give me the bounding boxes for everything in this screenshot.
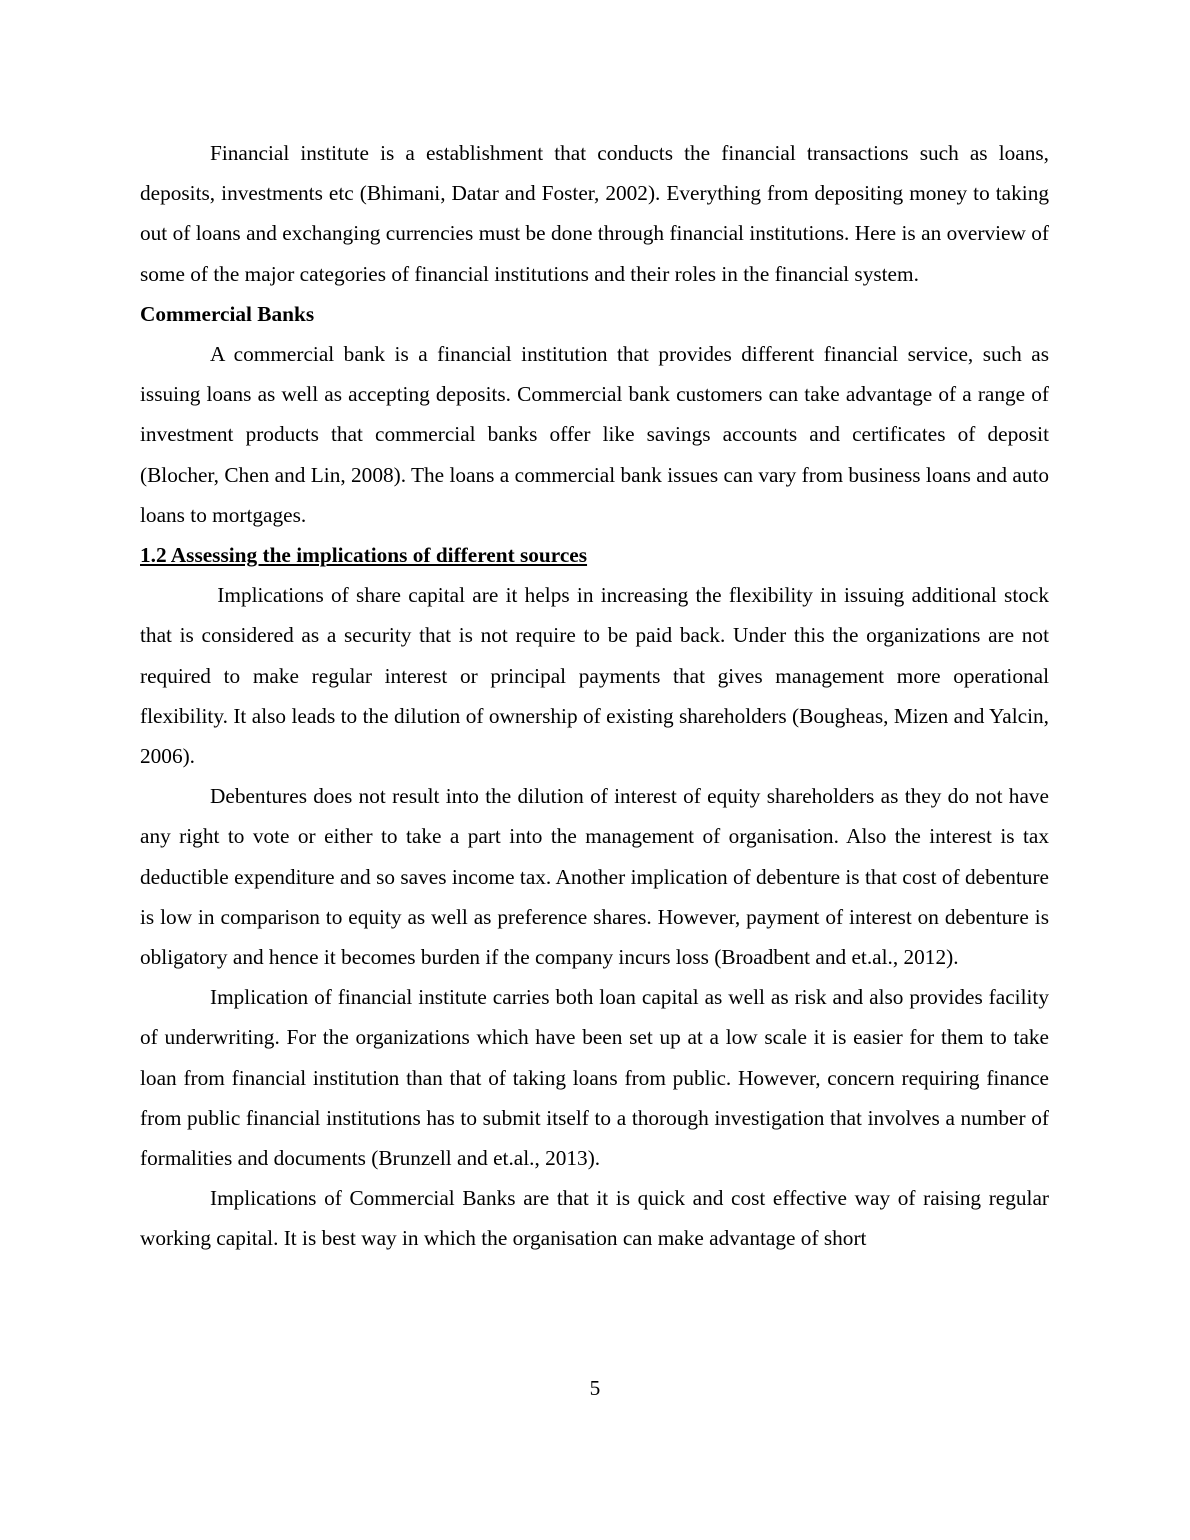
subheading-assessing-implications: 1.2 Assessing the implications of different sources bbox=[140, 543, 588, 568]
paragraph-share-capital: Implications of share capital are it helps in increasing the flexibility in issuing additional stock that is considered as a security that is not require to be paid back. Under this the organizations are not required to make regular interest or principal payments that gives management more operational flexibility. It also leads to the dilution of ownership of existing shareholders (Bougheas, Mizen and Yalcin, 2006). bbox=[140, 583, 1055, 769]
page-number: 5 bbox=[589, 1376, 601, 1400]
paragraph-financial-institute: Financial institute is a establishment that conducts the financial transactions such as loans, deposits, investments etc (Bhimani, Datar and Foster, 2002). Everything from depositing money to taking out of loans and exchanging currencies must be done through financial institutions. Here is an overview of some of the major categories of financial institutions and their roles in the financial system. bbox=[140, 141, 1049, 286]
document-page bbox=[140, 133, 1055, 1259]
paragraph-debentures: Debentures does not result into the dilution of interest of equity shareholders as they do not have any right to vote or either to take a part into the management of organisation. Also the interest is tax deductible expenditure and so saves income tax. Another implication of debenture is that cost of debenture is low in comparison to equity as well as preference shares. However, payment of interest on debenture is obligatory and hence it becomes burden if the company incurs loss (Broadbent and et.al., 2012). bbox=[140, 784, 1049, 970]
paragraph-commercial-bank: A commercial bank is a financial institution that provides different financial service, such as issuing loans as well as accepting deposits. Commercial bank customers can take advantage of a range of investment products that commercial banks offer like savings accounts and certificates of deposit (Blocher, Chen and Lin, 2008). The loans a commercial bank issues can vary from business loans and auto loans to mortgages. bbox=[140, 342, 1049, 527]
heading-commercial-banks: Commercial Banks bbox=[140, 301, 315, 326]
paragraph-financial-institute-implication: Implication of financial institute carries both loan capital as well as risk and also provides facility of underwriting. For the organizations which have been set up at a low scale it is easier for them to take loan from financial institution than that of taking loans from public. However, concern requiring finance from public financial institutions has to submit itself to a thorough investigation that involves a number of formalities and documents (Brunzell and et.al., 2013). bbox=[140, 985, 1049, 1171]
paragraph-commercial-banks-implication: Implications of Commercial Banks are that it is quick and cost effective way of raising regular working capital. It is best way in which the organisation can make advantage of short bbox=[140, 1186, 1049, 1251]
